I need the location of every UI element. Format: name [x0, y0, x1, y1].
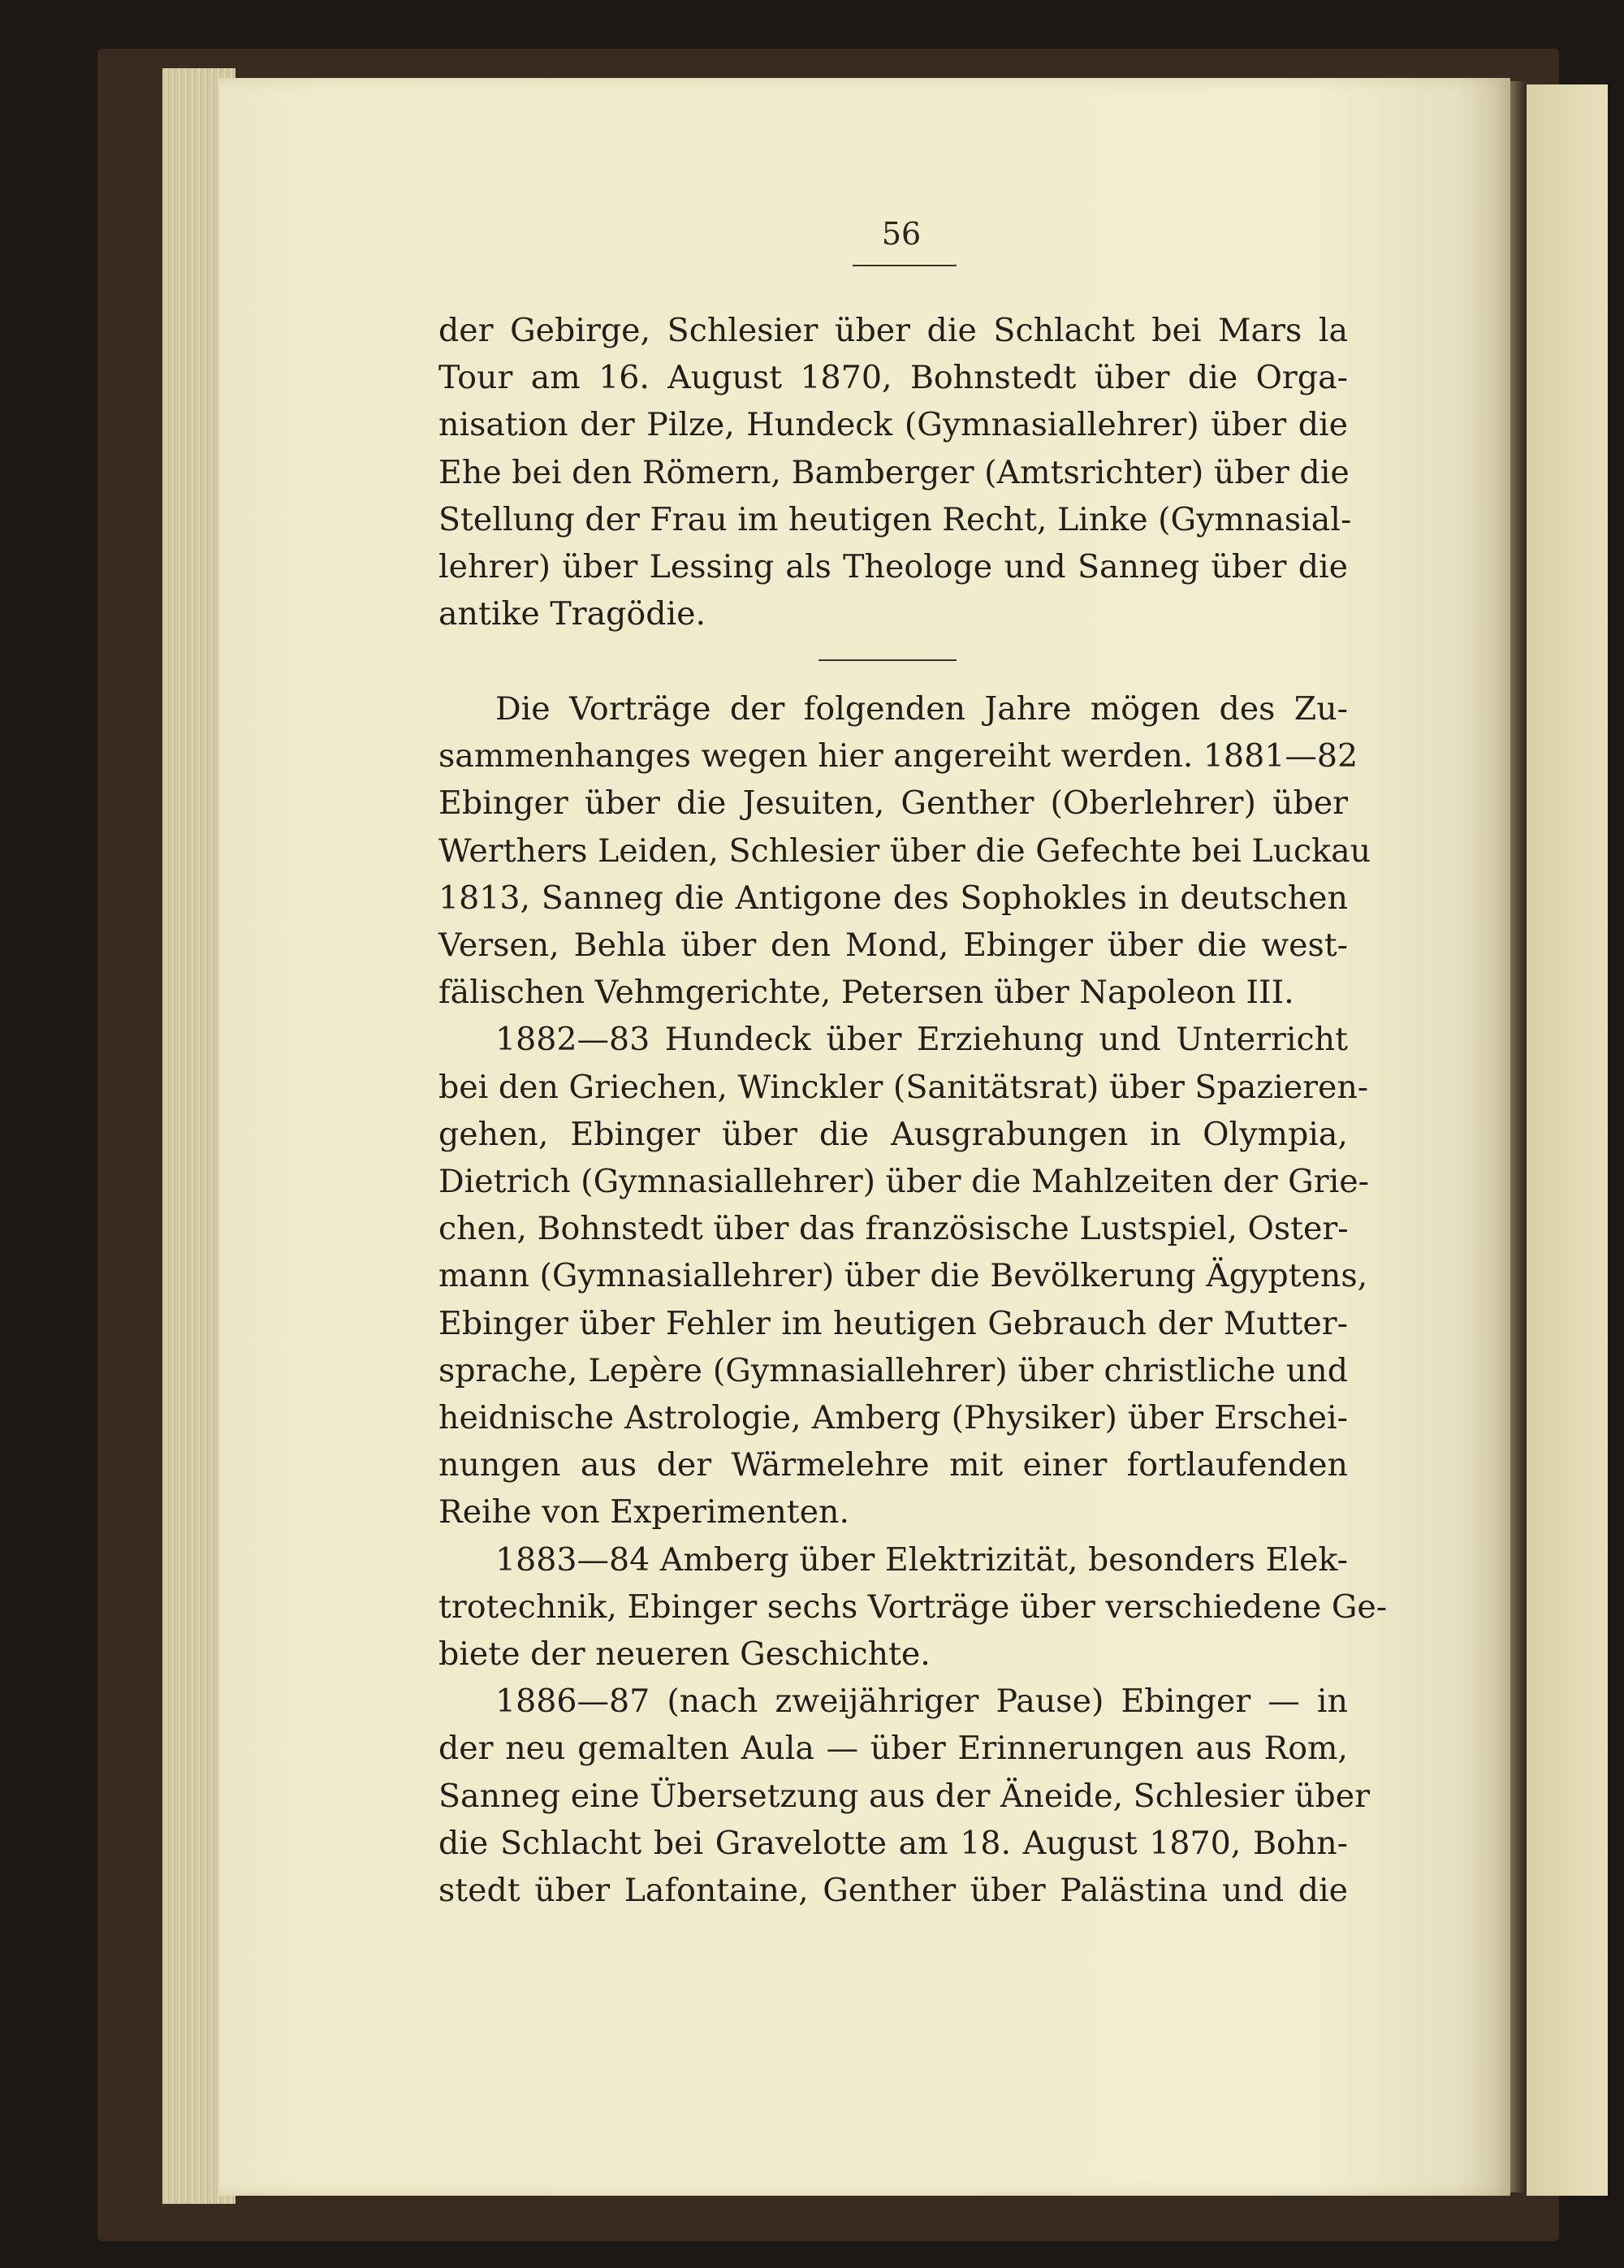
text-line: 1882—83 Hundeck über Erziehung und Unterricht: [495, 1021, 1348, 1059]
text-line: bei den Griechen, Winckler (Sanitätsrat) über Spazieren-: [438, 1068, 1369, 1106]
page-number: 56: [881, 216, 922, 252]
text-line: sprache, Lepère (Gymnasiallehrer) über christliche und: [438, 1351, 1348, 1389]
text-line: die Schlacht bei Gravelotte am 18. August 1870, Bohn-: [438, 1824, 1348, 1862]
text-line: fälischen Vehmgerichte, Petersen über Napoleon III.: [438, 974, 1294, 1012]
text-line: stedt über Lafontaine, Genther über Palästina und die: [438, 1872, 1348, 1910]
text-line: 1813, Sanneg die Antigone des Sophokles in deutschen: [438, 879, 1348, 917]
text-line: der neu gemalten Aula — über Erinnerungen aus Rom,: [438, 1730, 1348, 1768]
text-line: antike Tragödie.: [438, 595, 706, 633]
text-line: Ehe bei den Römern, Bamberger (Amtsrichter) über die: [438, 453, 1350, 491]
text-line: biete der neueren Geschichte.: [438, 1635, 931, 1674]
text-line: 1886—87 (nach zweijähriger Pause) Ebinger — in: [495, 1683, 1348, 1721]
text-line: Reihe von Experimenten.: [438, 1493, 850, 1531]
text-line: Versen, Behla über den Mond, Ebinger über die west-: [438, 927, 1348, 965]
text-block-1: [438, 307, 1352, 637]
book-gutter: [1510, 81, 1527, 2192]
text-line: nisation der Pilze, Hundeck (Gymnasiallehrer) über die: [438, 406, 1348, 444]
text-line: Ebinger über Fehler im heutigen Gebrauch der Mutter-: [438, 1304, 1348, 1342]
text-line: sammenhanges wegen hier angereiht werden. 1881—82: [438, 737, 1358, 775]
text-line: mann (Gymnasiallehrer) über die Bevölkerung Ägyptens,: [438, 1257, 1368, 1295]
text-line: heidnische Astrologie, Amberg (Physiker) über Erschei-: [438, 1399, 1348, 1437]
text-line: 1883—84 Amberg über Elektrizität, besonders Elek-: [495, 1540, 1348, 1579]
text-line: Ebinger über die Jesuiten, Genther (Oberlehrer) über: [438, 784, 1348, 823]
text-block-2: [438, 685, 1388, 1914]
text-line: trotechnik, Ebinger sechs Vorträge über verschiedene Ge-: [438, 1588, 1388, 1626]
text-line: chen, Bohnstedt über das französische Lustspiel, Oster-: [438, 1210, 1349, 1248]
text-line: Die Vorträge der folgenden Jahre mögen des Zu-: [495, 690, 1348, 728]
text-line: nungen aus der Wärmelehre mit einer fortlaufenden: [438, 1446, 1348, 1484]
header-rule: [853, 265, 957, 266]
text-line: der Gebirge, Schlesier über die Schlacht bei Mars la: [438, 312, 1348, 349]
text-line: Stellung der Frau im heutigen Recht, Linke (Gymnasial-: [438, 500, 1352, 538]
section-divider: [818, 659, 957, 661]
text-line: Sanneg eine Übersetzung aus der Äneide, Schlesier über: [438, 1777, 1370, 1815]
text-line: Dietrich (Gymnasiallehrer) über die Mahlzeiten der Grie-: [438, 1163, 1369, 1201]
text-line: Tour am 16. August 1870, Bohnstedt über die Orga-: [438, 359, 1348, 397]
text-line: gehen, Ebinger über die Ausgrabungen in Olympia,: [438, 1115, 1348, 1153]
text-line: lehrer) über Lessing als Theologe und Sanneg über die: [438, 548, 1348, 586]
text-line: Werthers Leiden, Schlesier über die Gefechte bei Luckau: [438, 832, 1371, 870]
facing-page-edge: [1527, 84, 1608, 2196]
